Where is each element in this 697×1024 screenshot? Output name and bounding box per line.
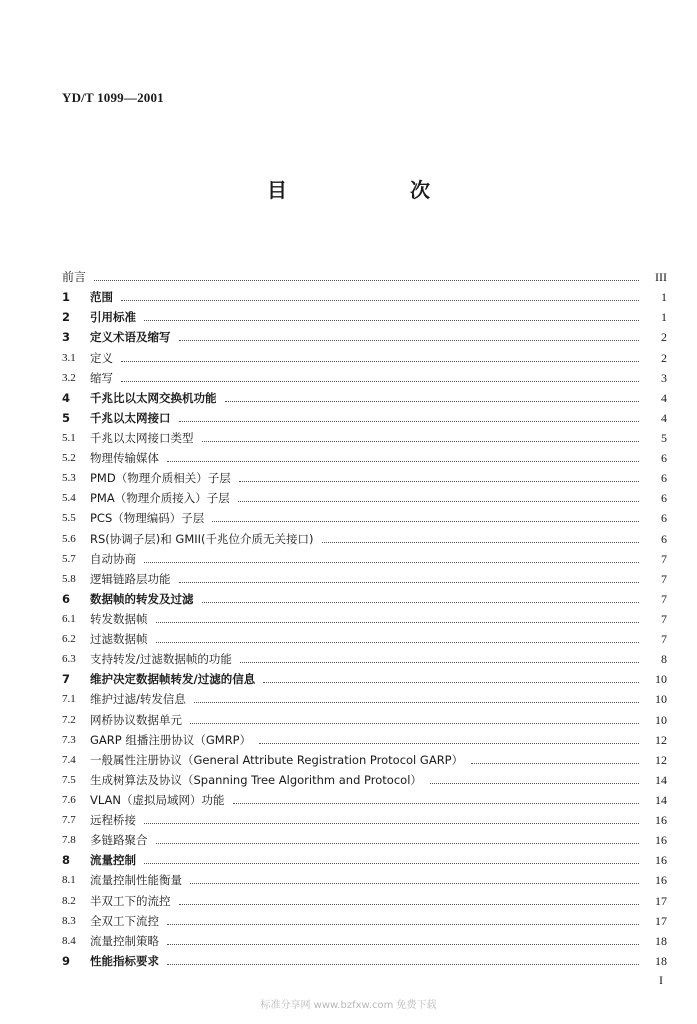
toc-dot-leader bbox=[179, 582, 640, 583]
toc-entry bbox=[62, 546, 667, 566]
toc-entry-page: 4 bbox=[661, 410, 667, 425]
toc-entry-number: 8.2 bbox=[62, 894, 76, 907]
toc-entry-page: 6 bbox=[661, 491, 667, 506]
toc-entry-label: 物理传输媒体 bbox=[90, 451, 159, 466]
toc-entry bbox=[62, 847, 667, 867]
toc-entry-page: 5 bbox=[661, 430, 667, 445]
toc-entry-page: III bbox=[655, 270, 667, 285]
toc-entry-label: 前言 bbox=[62, 270, 87, 285]
toc-entry bbox=[62, 887, 667, 907]
toc-entry-number: 5.5 bbox=[62, 512, 76, 525]
toc-entry-number: 8.3 bbox=[62, 914, 76, 927]
toc-entry-page: 10 bbox=[655, 692, 667, 707]
toc-entry bbox=[62, 787, 667, 807]
toc-entry-number: 5.2 bbox=[62, 452, 76, 465]
toc-entry-label: 定义 bbox=[90, 350, 113, 365]
toc-dot-leader bbox=[202, 441, 640, 442]
toc-entry-number: 7.8 bbox=[62, 834, 76, 847]
toc-entry-page: 10 bbox=[655, 712, 667, 727]
toc-entry bbox=[62, 807, 667, 827]
toc-entry-label: 生成树算法及协议（Spanning Tree Algorithm and Protocol） bbox=[90, 772, 422, 787]
toc-entry-page: 1 bbox=[661, 290, 667, 305]
toc-dot-leader bbox=[121, 361, 639, 362]
toc-dot-leader bbox=[167, 964, 639, 965]
toc-entry-page: 17 bbox=[655, 893, 667, 908]
toc-entry-page: 7 bbox=[661, 632, 667, 647]
toc-dot-leader bbox=[202, 602, 640, 603]
toc-entry bbox=[62, 425, 667, 445]
toc-entry bbox=[62, 827, 667, 847]
toc-entry bbox=[62, 727, 667, 747]
toc-entry bbox=[62, 747, 667, 767]
watermark: 标准分享网 www.bzfxw.com 免费下载 bbox=[260, 1000, 437, 1011]
toc-entry bbox=[62, 686, 667, 706]
toc-entry-page: 12 bbox=[655, 752, 667, 767]
toc-entry-page: 7 bbox=[661, 611, 667, 626]
toc-dot-leader bbox=[156, 622, 640, 623]
toc-entry-label: 引用标准 bbox=[90, 310, 136, 325]
toc-entry-number: 6.3 bbox=[62, 653, 76, 666]
toc-entry bbox=[62, 405, 667, 425]
toc-dot-leader bbox=[240, 662, 639, 663]
toc-entry-number: 2 bbox=[62, 310, 71, 325]
toc-dot-leader bbox=[156, 843, 640, 844]
toc-dot-leader bbox=[121, 300, 639, 301]
toc-entry bbox=[62, 365, 667, 385]
toc-entry-label: 半双工下的流控 bbox=[90, 893, 171, 908]
toc-entry-label: 性能指标要求 bbox=[90, 953, 159, 968]
toc-entry-label: GARP 组播注册协议（GMRP） bbox=[90, 732, 252, 747]
toc-entry-label: 自动协商 bbox=[90, 551, 136, 566]
toc-entry-number: 7.2 bbox=[62, 713, 76, 726]
toc-entry-label: 维护决定数据帧转发/过滤的信息 bbox=[90, 672, 256, 687]
toc-dot-leader bbox=[156, 642, 640, 643]
toc-entry-page: 14 bbox=[655, 792, 667, 807]
toc-entry bbox=[62, 586, 667, 606]
toc-entry-label: 网桥协议数据单元 bbox=[90, 712, 182, 727]
toc-entry bbox=[62, 706, 667, 726]
toc-entry bbox=[62, 385, 667, 405]
toc-entry-number: 6.1 bbox=[62, 612, 76, 625]
toc-entry bbox=[62, 908, 667, 928]
toc-entry-label: 多链路聚合 bbox=[90, 833, 148, 848]
toc-dot-leader bbox=[225, 401, 640, 402]
toc-entry-number: 8 bbox=[62, 853, 71, 868]
toc-entry-page: 2 bbox=[661, 350, 667, 365]
toc-entry-label: 数据帧的转发及过滤 bbox=[90, 591, 194, 606]
toc-entry-page: 16 bbox=[655, 853, 667, 868]
toc-dot-leader bbox=[179, 340, 640, 341]
toc-entry-page: 16 bbox=[655, 873, 667, 888]
toc-dot-leader bbox=[322, 542, 639, 543]
toc-entry-label: 逻辑链路层功能 bbox=[90, 571, 171, 586]
toc-dot-leader bbox=[121, 381, 639, 382]
toc-entry-page: 6 bbox=[661, 471, 667, 486]
toc-entry-label: RS(协调子层)和 GMII(千兆位介质无关接口) bbox=[90, 531, 314, 546]
toc-entry-number: 9 bbox=[62, 953, 71, 968]
toc-entry bbox=[62, 264, 667, 284]
toc-entry-number: 8.4 bbox=[62, 934, 76, 947]
toc-entry-number: 7.1 bbox=[62, 693, 76, 706]
toc-entry-page: 7 bbox=[661, 551, 667, 566]
toc-dot-leader bbox=[259, 743, 639, 744]
toc-entry-label: 支持转发/过滤数据帧的功能 bbox=[90, 652, 232, 667]
toc-entry-label: 全双工下流控 bbox=[90, 913, 159, 928]
toc-entry-number: 5.6 bbox=[62, 532, 76, 545]
toc-entry-label: 维护过滤/转发信息 bbox=[90, 692, 186, 707]
toc-entry-page: 6 bbox=[661, 511, 667, 526]
toc-entry-number: 5.4 bbox=[62, 492, 76, 505]
toc-entry-number: 7 bbox=[62, 672, 71, 687]
toc-dot-leader bbox=[233, 803, 639, 804]
page-title: 目 次 bbox=[267, 178, 488, 202]
toc-entry bbox=[62, 948, 667, 968]
toc-entry-page: 17 bbox=[655, 913, 667, 928]
toc-entry-page: 7 bbox=[661, 591, 667, 606]
toc-dot-leader bbox=[167, 924, 639, 925]
toc-dot-leader bbox=[167, 944, 639, 945]
toc-entry-label: PMD（物理介质相关）子层 bbox=[90, 471, 231, 486]
toc-entry bbox=[62, 465, 667, 485]
toc-entry-page: 8 bbox=[661, 652, 667, 667]
toc-entry bbox=[62, 304, 667, 324]
toc-entry-label: PCS（物理编码）子层 bbox=[90, 511, 205, 526]
toc-entry bbox=[62, 867, 667, 887]
toc-dot-leader bbox=[94, 280, 639, 281]
toc-entry-page: 7 bbox=[661, 571, 667, 586]
toc-entry-page: 14 bbox=[655, 772, 667, 787]
toc-entry bbox=[62, 767, 667, 787]
toc-entry bbox=[62, 485, 667, 505]
toc-dot-leader bbox=[194, 702, 639, 703]
toc-entry bbox=[62, 344, 667, 364]
toc-entry-label: 缩写 bbox=[90, 370, 113, 385]
toc-dot-leader bbox=[190, 883, 639, 884]
toc-entry bbox=[62, 606, 667, 626]
toc-entry-number: 3.2 bbox=[62, 371, 76, 384]
toc-entry-number: 5 bbox=[62, 410, 71, 425]
toc-entry-page: 16 bbox=[655, 813, 667, 828]
toc-entry bbox=[62, 626, 667, 646]
toc-entry bbox=[62, 928, 667, 948]
toc-entry bbox=[62, 284, 667, 304]
toc-entry bbox=[62, 646, 667, 666]
toc-entry-number: 7.6 bbox=[62, 793, 76, 806]
toc-entry-page: 16 bbox=[655, 833, 667, 848]
toc-entry-page: 2 bbox=[661, 330, 667, 345]
toc-entry-label: 流量控制策略 bbox=[90, 933, 159, 948]
toc-dot-leader bbox=[144, 320, 639, 321]
toc-dot-leader bbox=[212, 521, 639, 522]
toc-entry-number: 7.5 bbox=[62, 773, 76, 786]
toc-entry-label: 一般属性注册协议（General Attribute Registration Protocol GARP） bbox=[90, 752, 464, 767]
toc-entry-number: 7.7 bbox=[62, 814, 76, 827]
toc-dot-leader bbox=[144, 863, 639, 864]
toc-entry-page: 4 bbox=[661, 390, 667, 405]
toc-entry bbox=[62, 324, 667, 344]
toc-dot-leader bbox=[167, 461, 639, 462]
toc-entry-label: 千兆以太网接口 bbox=[90, 410, 171, 425]
toc-entry-label: 千兆以太网接口类型 bbox=[90, 430, 194, 445]
toc-entry-number: 4 bbox=[62, 390, 71, 405]
toc-entry-page: 3 bbox=[661, 370, 667, 385]
toc-entry-number: 5.3 bbox=[62, 472, 76, 485]
toc-entry-label: 定义术语及缩写 bbox=[90, 330, 171, 345]
toc-entry bbox=[62, 566, 667, 586]
toc-entry bbox=[62, 525, 667, 545]
page-number: I bbox=[659, 973, 663, 987]
toc-entry-page: 18 bbox=[655, 933, 667, 948]
toc-entry-page: 10 bbox=[655, 672, 667, 687]
toc-entry-label: 范围 bbox=[90, 290, 113, 305]
toc-entry-label: 流量控制性能衡量 bbox=[90, 873, 182, 888]
table-of-contents bbox=[62, 264, 667, 968]
toc-entry bbox=[62, 505, 667, 525]
toc-dot-leader bbox=[263, 682, 639, 683]
toc-entry-number: 6 bbox=[62, 591, 71, 606]
toc-entry-number: 1 bbox=[62, 290, 71, 305]
toc-dot-leader bbox=[239, 481, 639, 482]
toc-entry-label: 千兆比以太网交换机功能 bbox=[90, 390, 217, 405]
toc-entry-page: 18 bbox=[655, 953, 667, 968]
toc-entry-number: 3.1 bbox=[62, 351, 76, 364]
toc-entry-label: 转发数据帧 bbox=[90, 611, 148, 626]
toc-dot-leader bbox=[238, 501, 639, 502]
toc-entry-number: 5.7 bbox=[62, 552, 76, 565]
toc-entry-number: 7.3 bbox=[62, 733, 76, 746]
toc-dot-leader bbox=[190, 723, 639, 724]
toc-entry-number: 3 bbox=[62, 330, 71, 345]
toc-entry-label: 远程桥接 bbox=[90, 813, 136, 828]
toc-entry-label: PMA（物理介质接入）子层 bbox=[90, 491, 230, 506]
toc-dot-leader bbox=[179, 904, 640, 905]
toc-entry-page: 6 bbox=[661, 451, 667, 466]
toc-dot-leader bbox=[179, 421, 640, 422]
toc-entry-number: 6.2 bbox=[62, 633, 76, 646]
toc-entry-page: 1 bbox=[661, 310, 667, 325]
toc-entry bbox=[62, 445, 667, 465]
document-code: YD/T 1099—2001 bbox=[62, 90, 164, 105]
toc-entry-label: VLAN（虚拟局域网）功能 bbox=[90, 792, 225, 807]
toc-entry-page: 6 bbox=[661, 531, 667, 546]
toc-dot-leader bbox=[471, 763, 639, 764]
toc-entry-number: 5.8 bbox=[62, 572, 76, 585]
toc-dot-leader bbox=[144, 562, 639, 563]
toc-entry-number: 5.1 bbox=[62, 431, 76, 444]
toc-entry-number: 7.4 bbox=[62, 753, 76, 766]
toc-entry-page: 12 bbox=[655, 732, 667, 747]
toc-entry-number: 8.1 bbox=[62, 874, 76, 887]
toc-entry-label: 流量控制 bbox=[90, 853, 136, 868]
toc-dot-leader bbox=[430, 783, 639, 784]
toc-entry-label: 过滤数据帧 bbox=[90, 632, 148, 647]
toc-dot-leader bbox=[144, 823, 639, 824]
toc-entry bbox=[62, 666, 667, 686]
